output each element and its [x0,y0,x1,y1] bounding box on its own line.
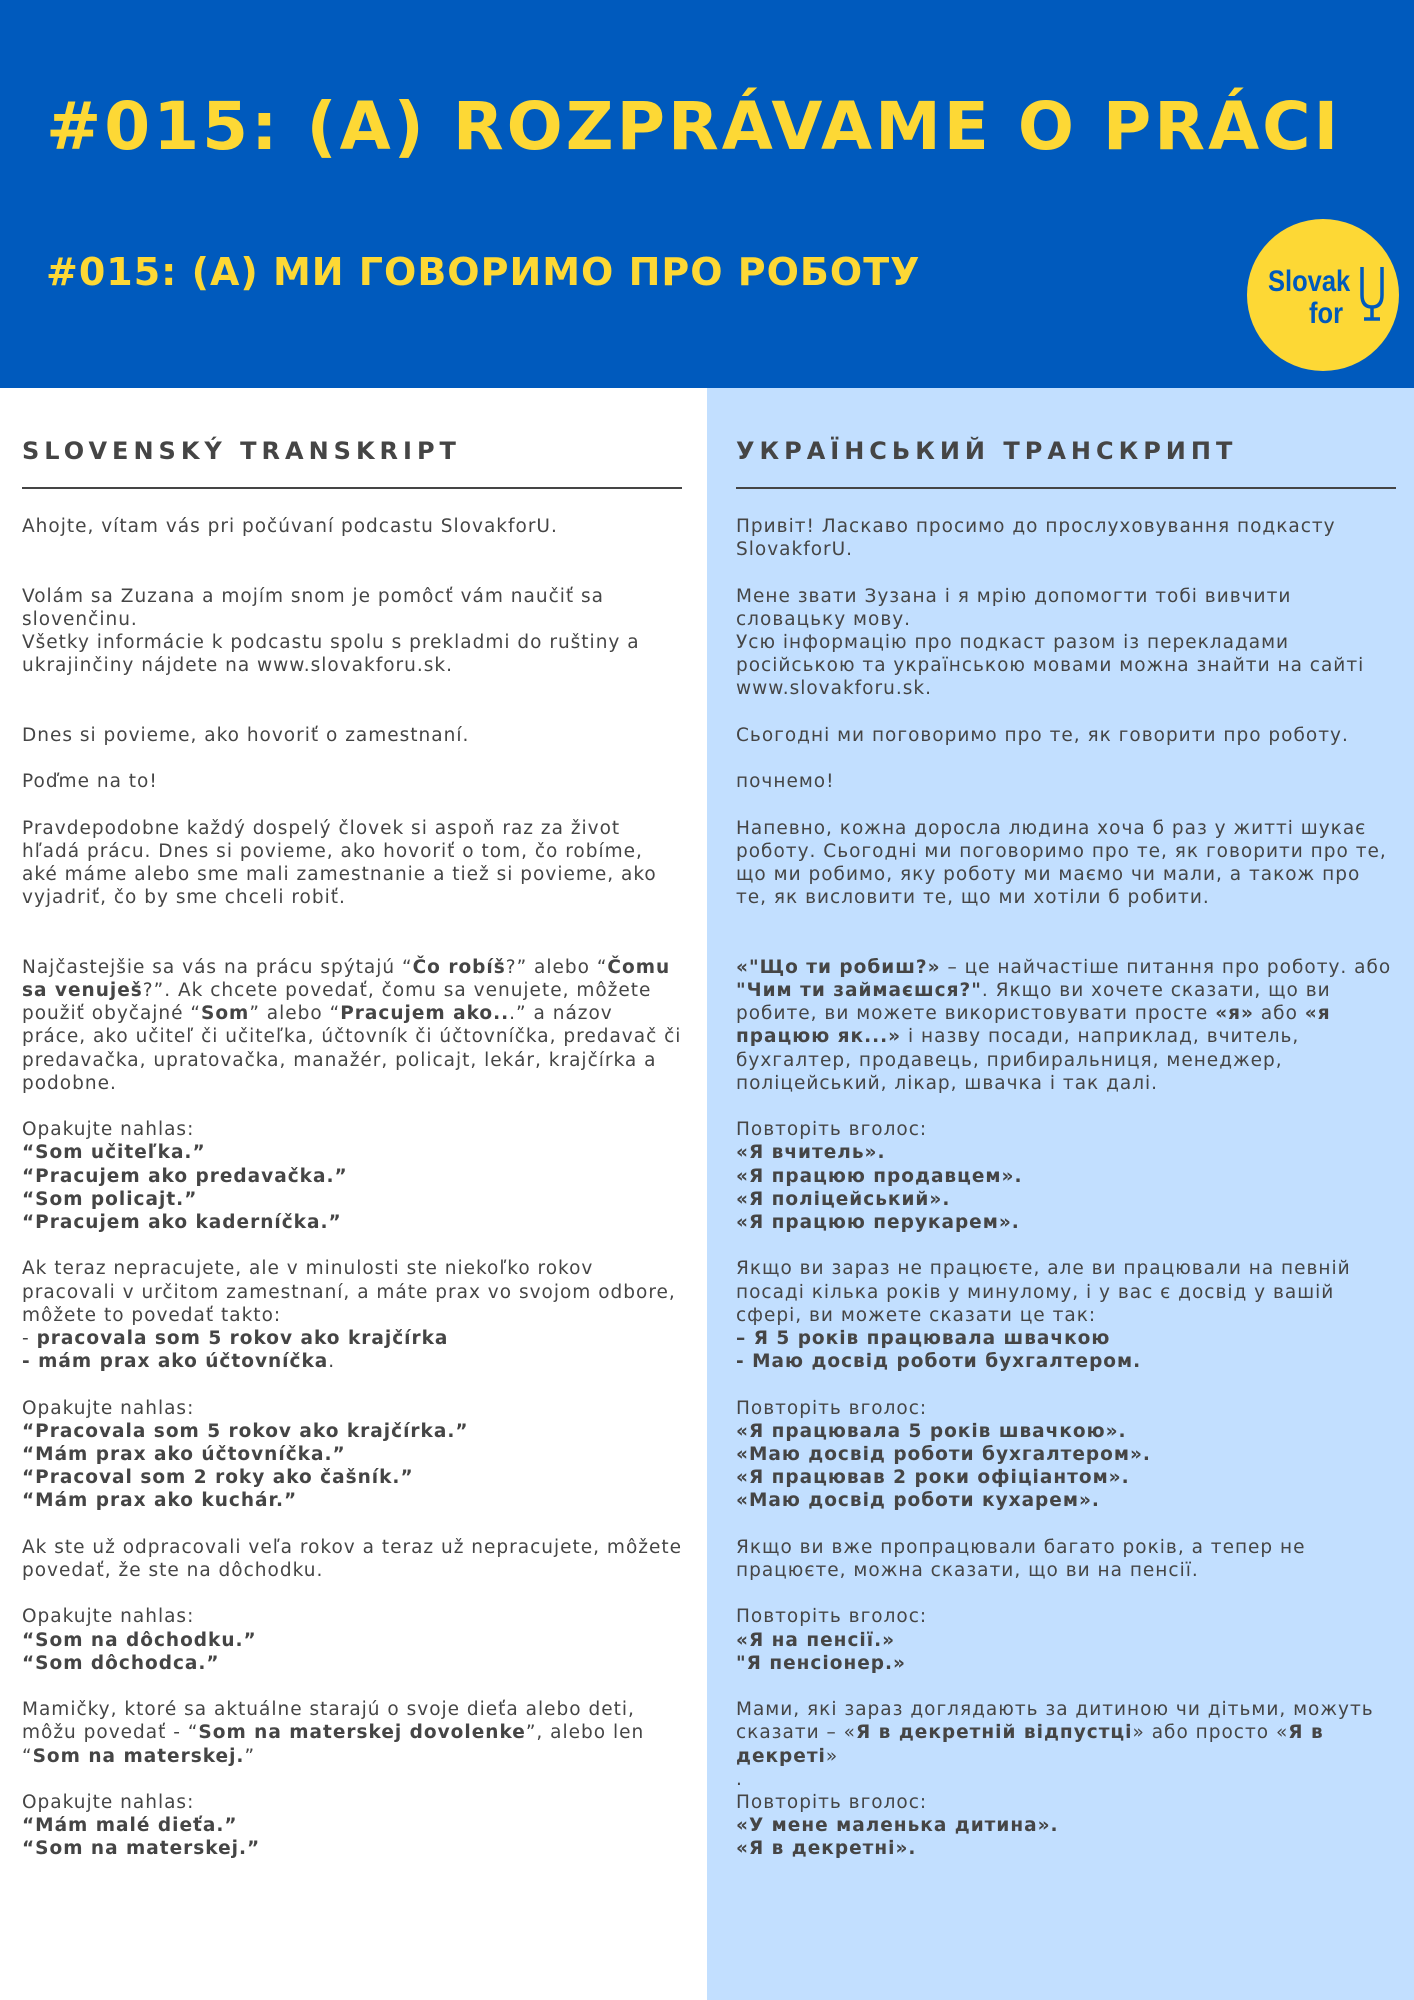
logo-text-for: for [1309,297,1343,330]
paragraph-job-search: Pravdepodobne každý dospelý človek si aspoň raz za život hľadá prácu. Dnes si povieme, ako hovoriť o tom, čo robíme, aké máme alebo sme mali zamestnanie a tiež si povieme, ako vyjadriť, čo by sme chceli robiť. [22,817,657,909]
paragraph-maternity: Мами, які зараз доглядають за дитиною чи дітьми, можуть сказати – «Я в декретній відпустці» або просто «Я в декреті» [736,1699,1374,1767]
example-item: - Маю досвід роботи бухгалтером. [736,1351,1142,1373]
repeat-item: «Я на пенсії.» [736,1629,896,1651]
paragraph-lets-go: Poďme na to! [22,771,158,793]
repeat-item: «Я в декретні». [736,1838,917,1860]
repeat-item: “Pracoval som 2 roky ako čašník.” [22,1467,414,1489]
repeat-item: «Я поліцейський». [736,1188,951,1210]
ukrainian-transcript-heading: УКРАЇНСЬКИЙ ТРАНСКРИПТ [736,437,1238,465]
example-item: - pracovala som 5 rokov ako krajčírka [22,1328,449,1349]
repeat-item: “Mám malé dieťa.” [22,1815,238,1837]
paragraph-info: Všetky informácie k podcastu spolu s prekladmi do ruštiny a ukrajinčiny nájdete na www.slovakforu.sk. [22,632,640,677]
slovakforu-logo [1247,219,1399,371]
paragraph-intro: Мене звати Зузана і я мрію допомогти тобі вивчити словацьку мову. [736,585,1292,630]
repeat-label: Повторіть вголос: [736,1397,928,1419]
repeat-item: “Som učiteľka.” [22,1142,206,1164]
repeat-item: «Я працюю продавцем». [736,1165,1023,1187]
repeat-item: “Mám prax ako kuchár.” [22,1490,298,1512]
repeat-label: Повторіть вголос: [736,1119,928,1141]
repeat-item: “Som policajt.” [22,1188,198,1210]
paragraph-greeting: Ahojte, vítam vás pri počúvaní podcastu SlovakforU. [22,516,558,537]
paragraph-past-work: Ak teraz nepracujete, ale v minulosti ste niekoľko rokov pracovali v určitom zamestnaní, a máte prax vo svojom odbore, môžete to povedať takto: [22,1258,676,1326]
repeat-item: “Pracujem ako predavačka.” [22,1165,348,1187]
paragraph-retirement: Якщо ви вже пропрацювали багато років, а тепер не працюєте, можна сказати, що ви на пенсії. [736,1536,1306,1581]
repeat-label: Повторіть вголос: [736,1606,928,1628]
paragraph-retirement: Ak ste už odpracovali veľa rokov a teraz už nepracujete, môžete povedať, že ste na dôchodku. [22,1536,682,1581]
paragraph-past-work: Якщо ви зараз не працюєте, але ви працювали на певній посаді кілька років у минулому, і у вас є досвід у вашій сфері, ви можете сказати це так: [736,1258,1351,1326]
repeat-label: Повторіть вголос: [736,1792,928,1813]
paragraph-intro: Volám sa Zuzana a mojím snom je pomôcť vám naučiť sa slovenčinu. [22,585,604,630]
page-subtitle: #015: (А) МИ ГОВОРИМО ПРО РОБОТУ [46,250,921,294]
repeat-label: Opakujte nahlas: [22,1119,195,1141]
example-item: – Я 5 років працювала швачкою [736,1328,1111,1349]
page-title: #015: (A) ROZPRÁVAME O PRÁCI [46,88,1342,165]
repeat-label: Opakujte nahlas: [22,1791,195,1813]
paragraph-job-search: Напевно, кожна доросла людина хоча б раз у житті шукає роботу. Сьогодні ми поговоримо про те, як говорити про те, що ми робимо, яку роботу ми маємо чи мали, а також про те, як висловити те, що ми хотіли б робити. [736,817,1387,909]
repeat-label: Opakujte nahlas: [22,1606,195,1628]
repeat-item: «Я працювала 5 років швачкою». [736,1420,1127,1442]
slovak-transcript-heading: SLOVENSKÝ TRANSKRIPT [22,437,461,465]
repeat-item: "Я пенсіонер.» [736,1652,907,1674]
repeat-item: «Я працюю перукарем». [736,1212,1020,1233]
logo-text-slovak: Slovak [1268,265,1351,298]
header-banner [0,0,1414,388]
example-item: - mám prax ako účtovníčka. [22,1351,336,1373]
paragraph-topic: Dnes si povieme, ako hovoriť o zamestnaní. [22,724,470,746]
paragraph-lets-go: почнемо! [736,771,835,793]
slovak-transcript-body [22,515,682,1861]
repeat-item: “Som na dôchodku.” [22,1629,257,1651]
repeat-item: «Я працював 2 роки офіціантом». [736,1467,1130,1489]
repeat-item: “Pracujem ako kaderníčka.” [22,1212,342,1233]
repeat-label: Opakujte nahlas: [22,1397,195,1419]
heading-divider [736,487,1396,489]
paragraph-topic: Сьогодні ми поговоримо про те, як говорити про роботу. [736,724,1349,746]
repeat-item: «Маю досвід роботи кухарем». [736,1490,1100,1512]
repeat-item: “Pracovala som 5 rokov ako krajčírka.” [22,1420,469,1442]
paragraph-questions: «"Що ти робиш?» – це найчастіше питання про роботу. або "Чим ти займаєшся?". Якщо ви хочете сказати, що ви робите, ви можете використовувати просте «я» або «я працюю як...» і назву посади, наприклад, вчитель, бухгалтер, продавець, прибиральниця, менеджер, поліцейський, лікар, швачка і так далі. [736,956,1392,1094]
repeat-item: «Я вчитель». [736,1142,886,1164]
heading-divider [22,487,682,489]
ukrainian-transcript-body [736,515,1396,1861]
paragraph-questions: Najčastejšie sa vás na prácu spýtajú “Čo robíš?” alebo “Čomu sa venuješ?”. Ak chcete povedať, čomu sa venujete, môžete použiť obyčajné “Som” alebo “Pracujem ako...” a názov práce, ako učiteľ či učiteľka, účtovník či účtovníčka, predavač či predavačka, upratovačka, manažér, policajt, lekár, krajčírka a podobne. [22,956,682,1094]
repeat-item: “Som dôchodca.” [22,1652,220,1674]
paragraph-greeting: Привіт! Ласкаво просимо до прослуховування подкасту SlovakforU. [736,516,1336,561]
stray-dot: . [736,1768,743,1790]
paragraph-maternity: Mamičky, ktoré sa aktuálne starajú o svoje dieťa alebo deti, môžu povedať - “Som na materskej dovolenke”, alebo len “Som na materskej.” [22,1699,645,1767]
logo-u-glass-icon [1359,265,1385,323]
repeat-item: “Som na materskej.” [22,1838,261,1860]
repeat-item: “Mám prax ako účtovníčka.” [22,1444,346,1465]
repeat-item: «Маю досвід роботи бухгалтером». [736,1444,1151,1465]
paragraph-info: Усю інформацію про подкаст разом із перекладами російською та українською мовами можна знайти на сайті www.slovakforu.sk. [736,632,1365,700]
repeat-item: «У мене маленька дитина». [736,1815,1059,1837]
